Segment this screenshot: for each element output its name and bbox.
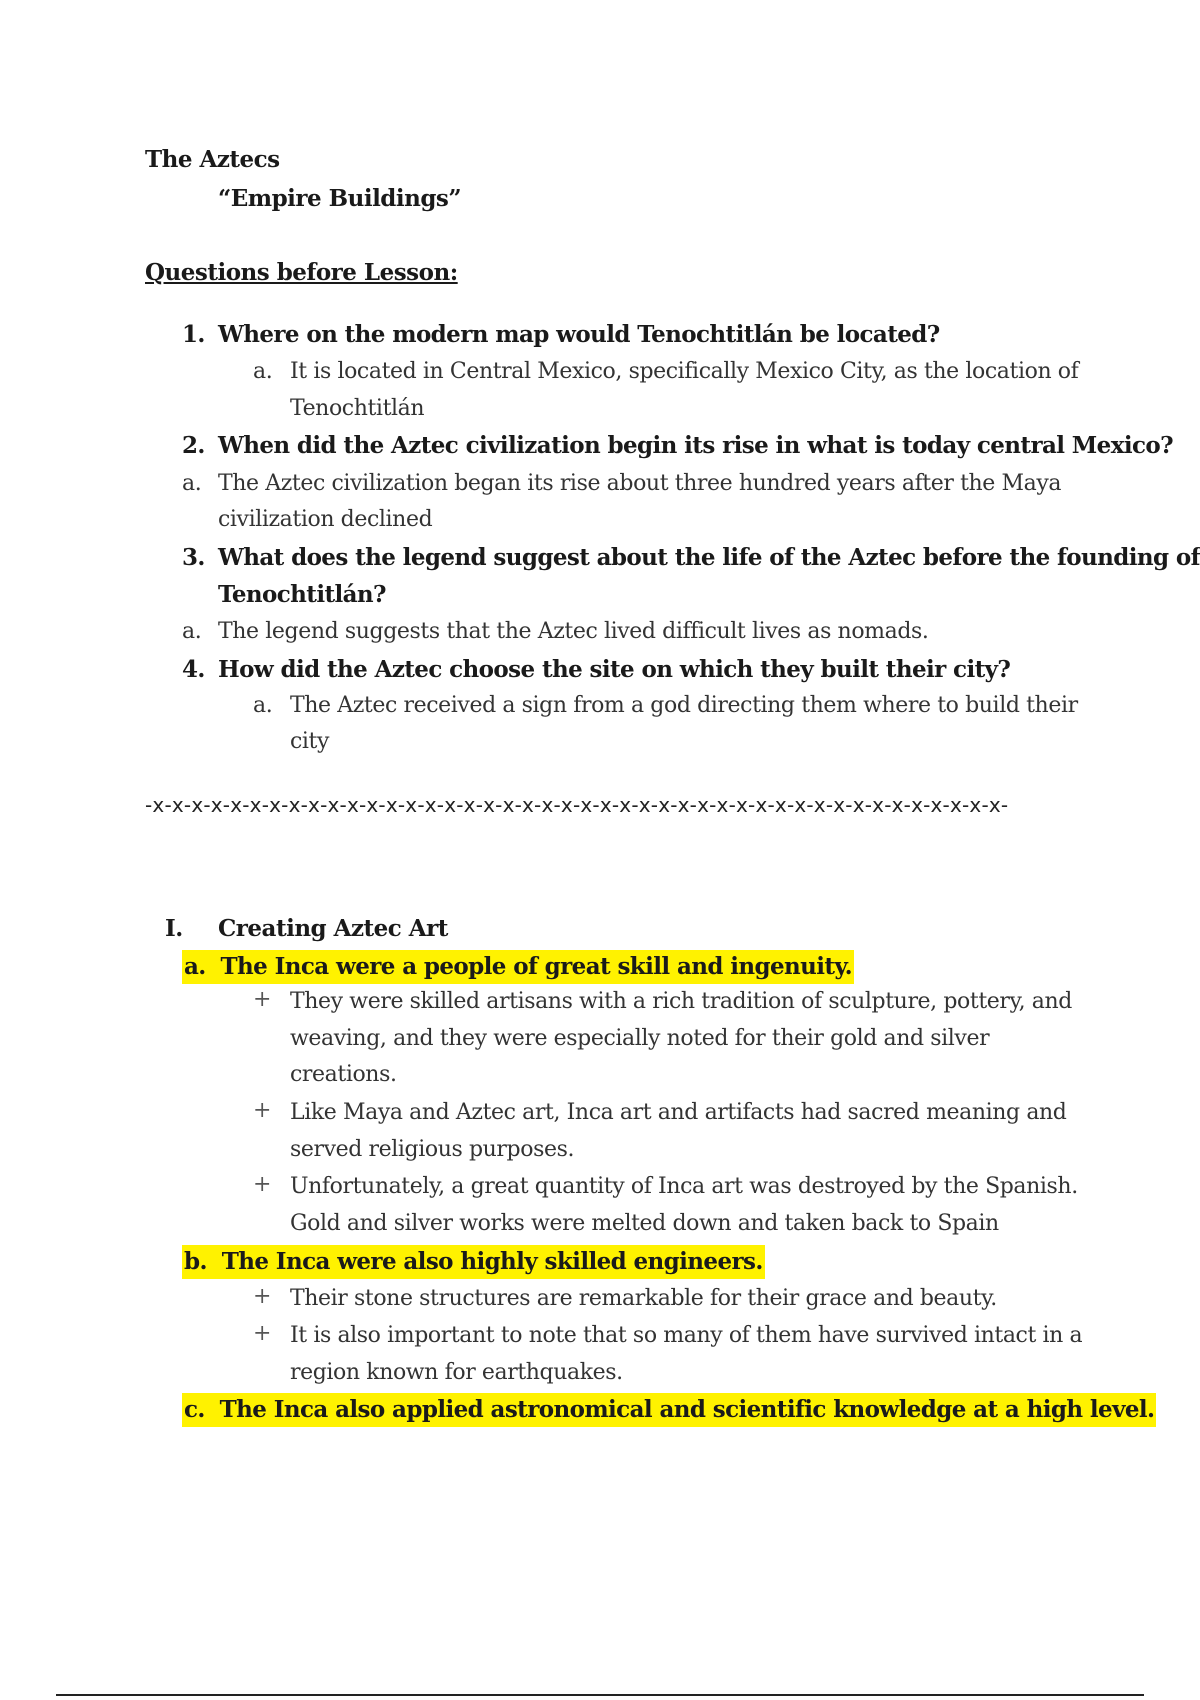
doc-title: The Aztecs [145,146,280,173]
plus-bullet-icon: + [253,1172,272,1197]
answer-text: Tenochtitlán [290,396,425,421]
plus-bullet-icon: + [253,1321,272,1346]
section-numeral: I. [165,915,183,942]
point-label: b. [184,1248,207,1275]
point-text: The Inca were a people of great skill and ingenuity. [220,953,852,980]
answer-text: city [290,729,330,754]
answer-label: a. [253,359,273,384]
point-text: The Inca also applied astronomical and scientific knowledge at a high level. [219,1396,1155,1423]
bullet-text: Gold and silver works were melted down and taken back to Spain [290,1211,999,1236]
bullet-text: creations. [290,1062,397,1087]
bullet-text: Unfortunately, a great quantity of Inca art was destroyed by the Spanish. [290,1174,1078,1199]
bullet-text: served religious purposes. [290,1137,575,1162]
bullet-text: weaving, and they were especially noted for their gold and silver [290,1026,990,1051]
section-divider: -x-x-x-x-x-x-x-x-x-x-x-x-x-x-x-x-x-x-x-x-x-x-x-x-x-x-x-x-x-x-x-x-x-x-x-x-x-x-x-x-x-x-x-x- [145,793,1009,817]
point-text: The Inca were also highly skilled engineers. [221,1248,763,1275]
plus-bullet-icon: + [253,987,272,1012]
highlighted-point [182,1245,765,1279]
question-text: What does the legend suggest about the life of the Aztec before the founding of [218,544,1200,571]
answer-label: a. [182,471,202,496]
questions-heading: Questions before Lesson: [145,259,458,286]
section-title: Creating Aztec Art [218,915,448,942]
bullet-text: region known for earthquakes. [290,1360,623,1385]
question-text: How did the Aztec choose the site on which they built their city? [218,656,1011,683]
question-number: 1. [182,321,205,348]
answer-label: a. [182,619,202,644]
point-label: a. [184,953,206,980]
bullet-text: Their stone structures are remarkable for their grace and beauty. [290,1286,997,1311]
answer-text: It is located in Central Mexico, specifically Mexico City, as the location of [290,359,1079,384]
answer-text: The Aztec received a sign from a god directing them where to build their [290,693,1078,718]
page-bottom-rule [56,1694,1144,1696]
bullet-text: They were skilled artisans with a rich tradition of sculpture, pottery, and [290,989,1072,1014]
plus-bullet-icon: + [253,1284,272,1309]
bullet-text: Like Maya and Aztec art, Inca art and artifacts had sacred meaning and [290,1100,1067,1125]
point-label: c. [184,1396,205,1423]
question-text: When did the Aztec civilization begin its rise in what is today central Mexico? [218,432,1173,459]
bullet-text: It is also important to note that so many of them have survived intact in a [290,1323,1083,1348]
question-text: Where on the modern map would Tenochtitlán be located? [218,321,940,348]
doc-subtitle: “Empire Buildings” [218,185,462,212]
answer-text: The legend suggests that the Aztec lived difficult lives as nomads. [218,619,929,644]
answer-text: The Aztec civilization began its rise about three hundred years after the Maya [218,471,1062,496]
highlighted-point [182,1393,1156,1427]
plus-bullet-icon: + [253,1098,272,1123]
highlighted-point [182,950,854,984]
answer-label: a. [253,693,273,718]
question-text: Tenochtitlán? [218,581,386,608]
question-number: 3. [182,544,205,571]
answer-text: civilization declined [218,507,433,532]
question-number: 4. [182,656,205,683]
question-number: 2. [182,432,205,459]
